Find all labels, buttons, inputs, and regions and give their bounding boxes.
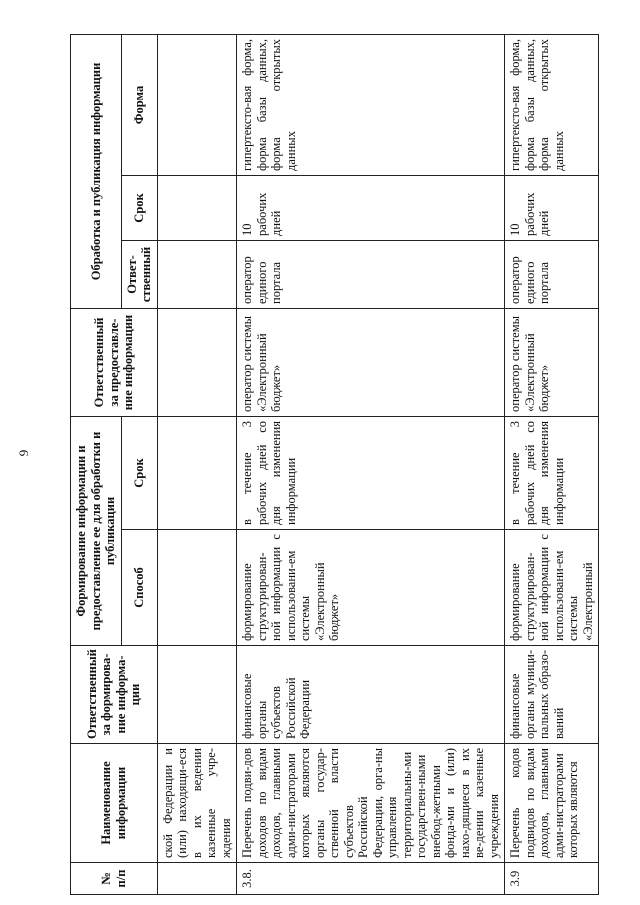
row-num — [157, 863, 237, 895]
row-name: Перечень подви-дов доходов по видам доходов, главными адми-нистраторами которых являются органы государ-ственной власти субъектов Российской Федерации, орга-ны управления территориальны-ми государствен-ными внебюд-жетными фонда-ми и (или) нахо-дящиеся в их ве-дении казенные учреждения — [237, 744, 505, 863]
row-resp-provide — [157, 308, 237, 416]
row-resp-form: финансовые органы субъектов Российской Федерации — [237, 646, 505, 744]
header-term: Срок — [121, 416, 157, 529]
row-resp — [157, 240, 237, 308]
row-name: Перечень кодов подвидов по видам доходов, главными адми-нистраторами которых являются — [505, 744, 599, 863]
row-proc-term: 10 рабочих дней — [237, 175, 505, 240]
row-term: в течение 3 рабочих дней со дня изменения информации — [505, 416, 599, 529]
row-term: в течение 3 рабочих дней со дня изменения информации — [237, 416, 505, 529]
header-formation-group: Формирование информации и предоставление ее для обработки и публикации — [71, 416, 122, 645]
row-resp-form: финансовые органы муници-пальных образо-ваний — [505, 646, 599, 744]
header-processing-group: Обработка и публикация информации — [71, 34, 122, 308]
row-resp: оператор единого портала — [237, 240, 505, 308]
header-num: № п/п — [71, 863, 158, 895]
row-proc-term — [157, 175, 237, 240]
row-method — [157, 530, 237, 646]
header-resp-form: Ответственный за формирова-ние информа-ции — [71, 646, 158, 744]
row-num: 3.8. — [237, 863, 505, 895]
table-row — [237, 34, 505, 894]
row-name: ской Федерации и (или) находящи-еся в их ведении казенные учре-ждения — [157, 744, 237, 863]
header-proc-term: Срок — [121, 175, 157, 240]
row-num: 3.9 — [505, 863, 599, 895]
rotated-page-content — [70, 35, 595, 895]
row-resp-provide: оператор системы «Электронный бюджет» — [237, 308, 505, 416]
page-number: 9 — [16, 449, 31, 457]
row-resp: оператор единого портала — [505, 240, 599, 308]
header-resp-provide: Ответственный за предоставле-ние информации — [71, 308, 158, 416]
row-resp-form — [157, 646, 237, 744]
header-method: Способ — [121, 530, 157, 646]
header-resp: Ответ-ственный — [121, 240, 157, 308]
row-method: формирование структурирован-ной информации с использовани-ем системы «Электронный — [505, 530, 599, 646]
row-method: формирование структурирован-ной информации с использовани-ем системы «Электронный бюджет» — [237, 530, 505, 646]
information-table — [70, 34, 599, 895]
row-form: гипертексто-вая форма, форма базы данных, форма открытых данных — [237, 34, 505, 175]
row-form: гипертексто-вая форма, форма базы данных, форма открытых данных — [505, 34, 599, 175]
table-header — [71, 34, 158, 894]
row-proc-term: 10 рабочих дней — [505, 175, 599, 240]
row-resp-provide: оператор системы «Электронный бюджет» — [505, 308, 599, 416]
row-term — [157, 416, 237, 529]
table-row — [157, 34, 237, 894]
row-form — [157, 34, 237, 175]
table-row — [505, 34, 599, 894]
header-name: Наименование информации — [71, 744, 158, 863]
header-form: Форма — [121, 34, 157, 175]
